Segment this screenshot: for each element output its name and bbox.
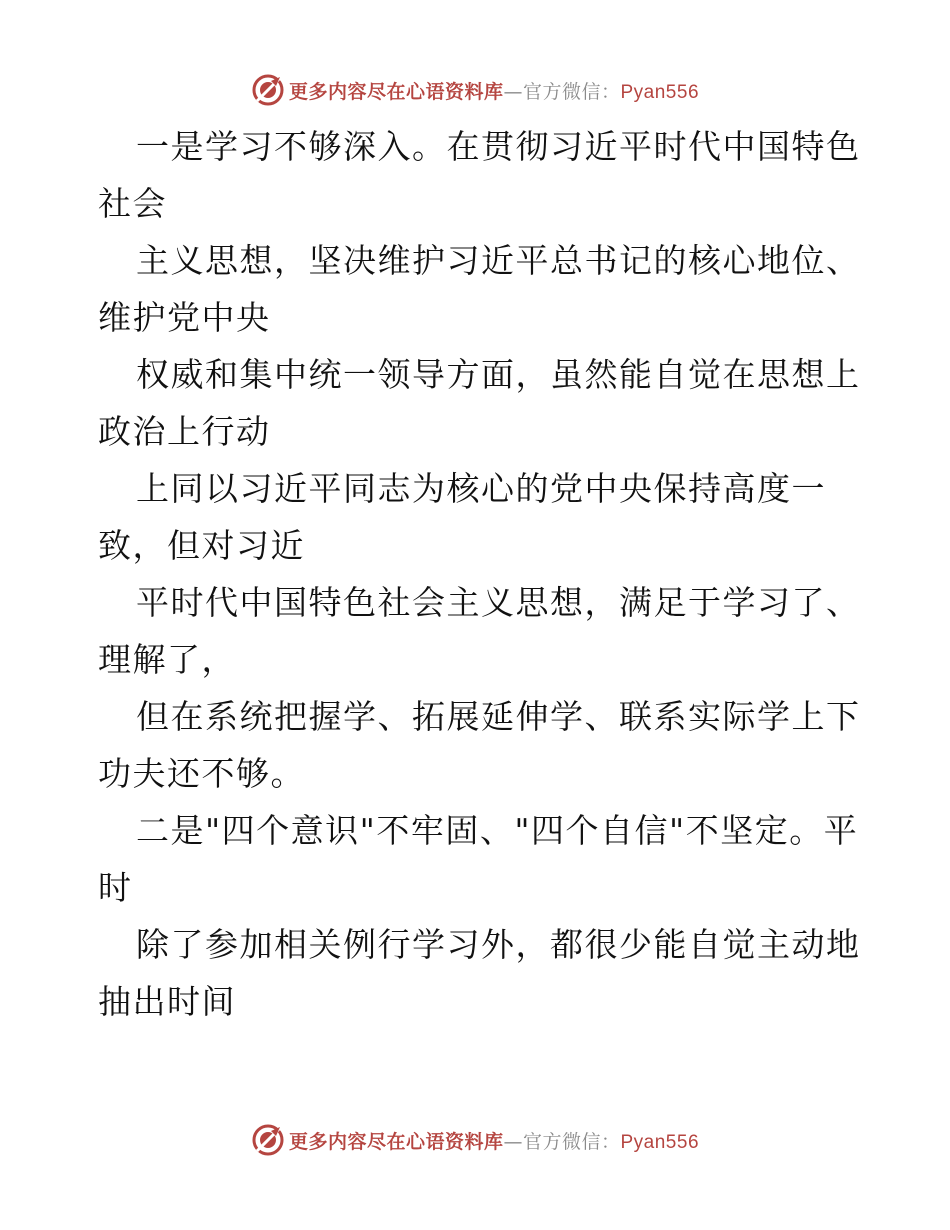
paragraph [98, 346, 861, 460]
footer-banner [0, 1120, 950, 1160]
paragraph-continuation: 社会 [98, 184, 167, 223]
quill-logo-icon [251, 1123, 285, 1157]
paragraph-continuation: 功夫还不够。 [98, 754, 305, 793]
paragraph-first-line: 平时代中国特色社会主义思想，满足于学习了、 [136, 583, 861, 622]
banner-site-text: 更多内容尽在心语资料库 [288, 80, 504, 103]
header-banner [0, 70, 950, 110]
paragraph-first-line: 二是"四个意识"不牢固、"四个自信"不坚定。平 [136, 811, 859, 850]
document-body [98, 118, 861, 1030]
quill-logo-icon [251, 73, 285, 107]
header-banner-text [289, 77, 699, 104]
paragraph-continuation: 致，但对习近 [98, 526, 305, 565]
paragraph-continuation: 理解了， [98, 640, 236, 679]
banner-site-text: 更多内容尽在心语资料库 [288, 1130, 504, 1153]
paragraph-first-line: 主义思想，坚决维护习近平总书记的核心地位、 [136, 241, 861, 280]
banner-separator: — [503, 1130, 523, 1153]
paragraph-first-line: 除了参加相关例行学习外，都很少能自觉主动地 [136, 925, 861, 964]
footer-banner-text [289, 1127, 699, 1154]
paragraph [98, 802, 858, 916]
paragraph-continuation: 抽出时间 [98, 982, 236, 1021]
paragraph-first-line: 但在系统把握学、拓展延伸学、联系实际学上下 [136, 697, 861, 736]
paragraph-first-line: 一是学习不够深入。在贯彻习近平时代中国特色 [136, 127, 861, 166]
banner-separator: — [503, 80, 523, 103]
paragraph-first-line: 权威和集中统一领导方面，虽然能自觉在思想上 [136, 355, 861, 394]
paragraph-continuation: 时 [98, 868, 133, 907]
banner-wechat-id: Pyan556 [620, 81, 700, 103]
banner-wechat-label: 官方微信： [522, 1130, 621, 1153]
paragraph [98, 118, 861, 232]
banner-wechat-label: 官方微信： [522, 80, 621, 103]
banner-wechat-id: Pyan556 [620, 1131, 700, 1153]
paragraph [98, 574, 861, 688]
paragraph [98, 460, 858, 574]
paragraph-first-line: 上同以习近平同志为核心的党中央保持高度一 [136, 469, 826, 508]
paragraph [98, 232, 861, 346]
paragraph-continuation: 政治上行动 [98, 412, 271, 451]
paragraph [98, 916, 861, 1030]
paragraph-continuation: 维护党中央 [98, 298, 271, 337]
paragraph [98, 688, 861, 802]
